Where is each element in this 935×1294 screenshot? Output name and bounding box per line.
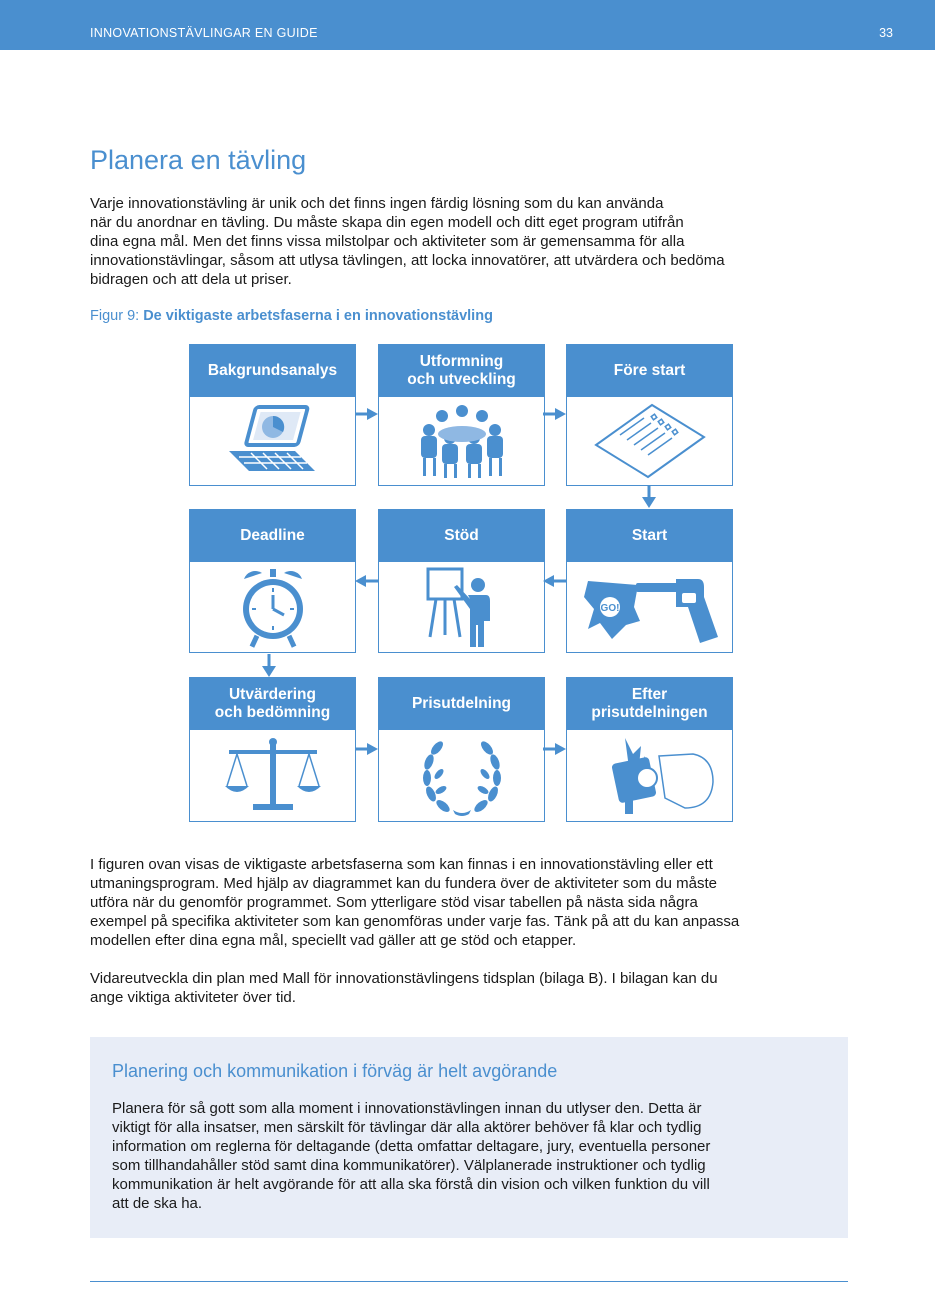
figure-label: Figur 9: [90,308,140,324]
figure-caption [90,308,493,324]
balance-scale-icon [223,736,323,816]
alarm-clock-icon [238,565,308,649]
phase-box-deadline [189,509,356,653]
phase-box-bakgrundsanalys [189,344,356,486]
page-title: Planera en tävling [90,145,307,175]
page-number: 33 [879,26,893,40]
arrow-right-3 [355,743,379,755]
phase-title: Utvärdering och bedömning [190,678,355,730]
intro-paragraph: Varje innovationstävling är unik och det finns ingen färdig lösning som du kan använda när du anordnar en tävling. Du måste skapa din egen modell och ditt eget program utifrån dina egna mål. Men det finns vissa milstolpar och aktiviteter som är gemensamma för alla innovationstävlingar, såsom att utlysa tävlingen, att locka innovatörer, att utvärdera och bedöma bidragen och att dela ut priser. [90,195,725,288]
presenter-easel-icon [422,565,502,649]
footer-rule [90,1281,848,1282]
phase-box-utformning [378,344,545,486]
callout-box [90,1037,848,1238]
arrow-left-2 [355,575,379,587]
pistol-flag-text: GO! [600,603,619,614]
arrow-down-2 [262,654,276,678]
page-header [0,0,935,50]
spotlight-icon [585,734,715,818]
laptop-chart-icon [223,403,323,479]
laurel-wreath-icon [417,734,507,818]
arrow-right-4 [543,743,567,755]
arrow-down-1 [642,485,656,509]
starting-pistol-icon [580,567,720,647]
running-title: INNOVATIONSTÄVLINGAR EN GUIDE [90,26,318,40]
phase-title: Start [567,510,732,562]
callout-body: Planera för så gott som alla moment i innovationstävlingen innan du utlyser den. Detta är viktigt för alla insatser, men särskilt för tävlingar där alla aktörer behöver få klar och tydlig information om reglerna för deltagande (detta omfattar deltagare, jury, eventuella personer som tillhandahåller stöd samt dina kommunikatörer). Välplanerade instruktioner och tydlig kommunikation är helt avgörande för att alla ska förstå din vision och vilken funktion du vill att de ska ha. [112,1100,711,1212]
phase-box-efter-prisutdelningen [566,677,733,822]
body-paragraph-1: I figuren ovan visas de viktigaste arbetsfaserna som kan finnas i en innovationstävling eller ett utmaningsprogram. Med hjälp av diagrammet kan du fundera över de aktiviteter som du måste utföra när du genomför programmet. Som ytterligare stöd visar tabellen på nästa sida några exempel på specifika aktiviteter som kan genomföras under varje fas. Tänk på att du kan anpassa modellen efter dina egna mål, speciellt vad gäller att ge stöd och etapper. [90,856,740,949]
phase-title: Prisutdelning [379,678,544,730]
body-paragraph-2: Vidareutveckla din plan med Mall för innovationstävlingens tidsplan (bilaga B). I bilagan kan du ange viktiga aktiviteter över tid. [90,970,718,1006]
figure-title: De viktigaste arbetsfaserna i en innovationstävling [143,308,493,324]
phase-box-utvardering [189,677,356,822]
phase-title: Utformning och utveckling [379,345,544,397]
meeting-table-icon [417,402,507,480]
phase-title: Deadline [190,510,355,562]
phase-box-fore-start [566,344,733,486]
phase-box-start [566,509,733,653]
phase-box-prisutdelning [378,677,545,822]
phase-box-stod [378,509,545,653]
checklist-document-icon [590,401,710,481]
phase-title: Efter prisutdelningen [567,678,732,730]
phase-title: Före start [567,345,732,397]
phase-title: Stöd [379,510,544,562]
phase-title: Bakgrundsanalys [190,345,355,397]
callout-title: Planering och kommunikation i förväg är helt avgörande [112,1061,558,1081]
arrow-right-1 [355,408,379,420]
arrow-left-1 [543,575,567,587]
arrow-right-2 [543,408,567,420]
